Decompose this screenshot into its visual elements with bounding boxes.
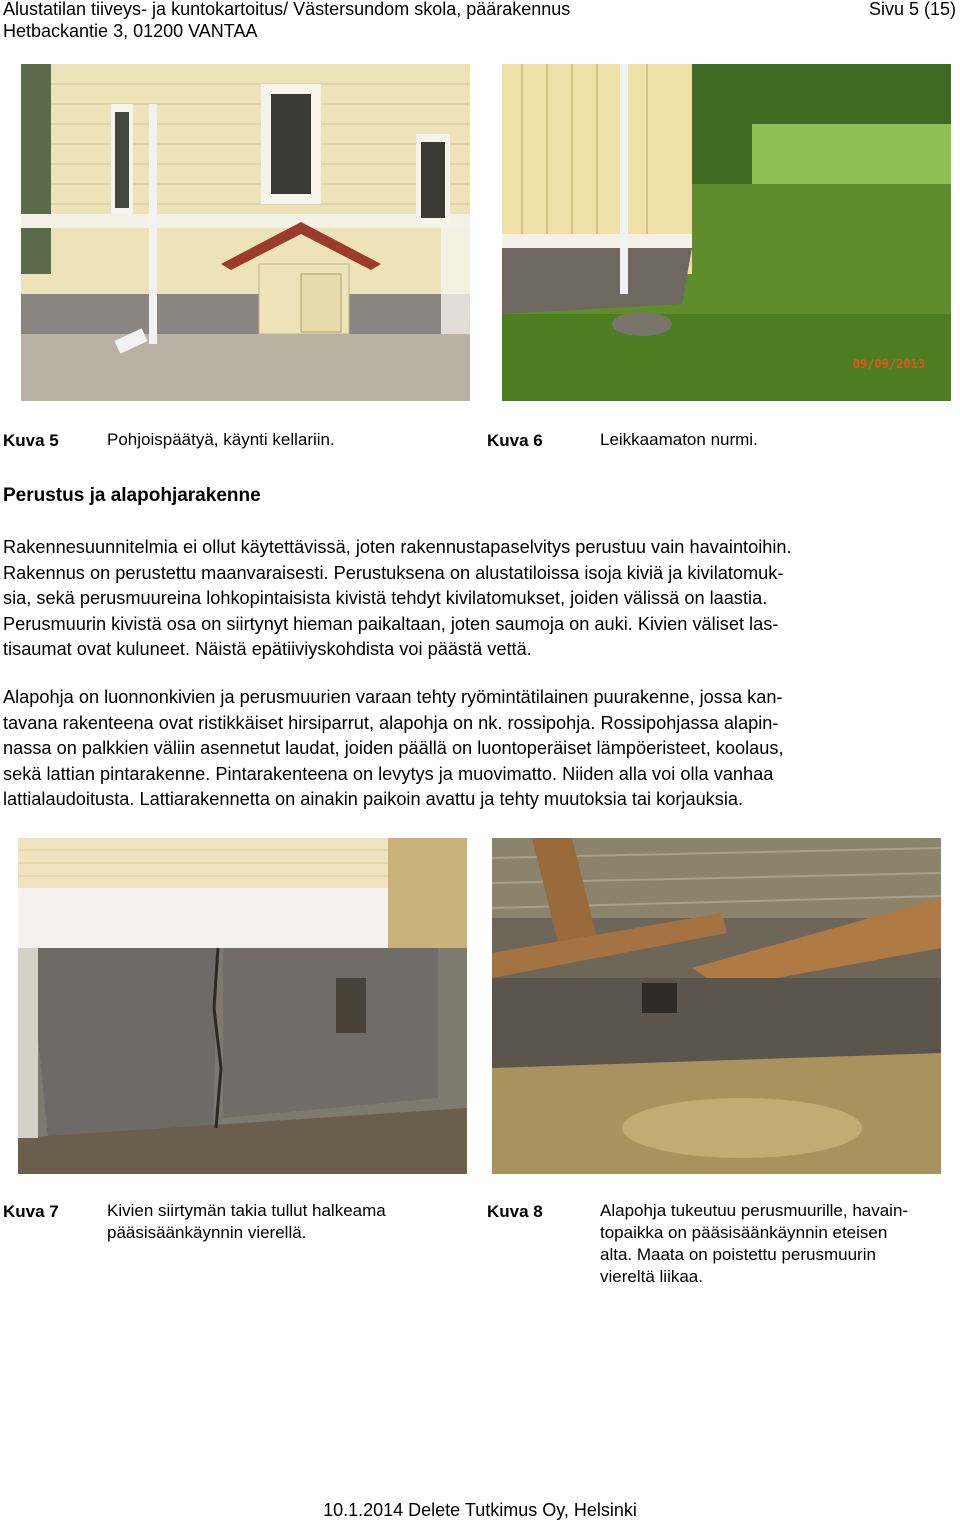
section-heading: Perustus ja alapohjarakenne [3,485,261,506]
caption-line: viereltä liikaa. [600,1267,703,1286]
paragraph-line: Alapohja on luonnonkivien ja perusmuurien varaan tehty ryömintätilainen puurakenne, jossa kan- [3,687,783,707]
photo-north-end-cellar [21,64,470,401]
paragraph-line: lattialaudoitusta. Lattiarakennetta on ainakin paikoin avattu ja tehty muutoksia tai korjauksia. [3,789,744,809]
paragraph-subfloor [3,685,784,813]
photo-foundation-crack [18,838,467,1174]
paragraph-foundation [3,535,792,663]
photo-crawl-space [492,838,941,1174]
paragraph-line: Rakennus on perustettu maanvaraisesti. Perustuksena on alustatiloissa isoja kiviä ja kivilatomuk- [3,562,784,583]
paragraph-line: Rakennesuunnitelmia ei ollut käytettävissä, joten rakennustapaselvitys perustuu vain havaintoihin. [3,537,792,557]
page-footer: 10.1.2014 Delete Tutkimus Oy, Helsinki [323,1500,637,1520]
document-title: Alustatilan tiiveys- ja kuntokartoitus/ Västersundom skola, päärakennus [3,0,571,19]
caption-line: Alapohja tukeutuu perusmuurille, havain- [600,1201,909,1220]
figure-8-label: Kuva 8 [487,1202,543,1221]
figure-6-label: Kuva 6 [487,431,543,450]
paragraph-line: tisaumat ovat kuluneet. Näistä epätiiviyskohdista voi päästä vettä. [3,639,532,659]
paragraph-line: tavana rakenteena ovat ristikkäiset hirsiparrut, alapohja on nk. rossipohja. Rossipohjassa alapin- [3,712,779,733]
figure-8-caption [600,1200,908,1288]
figure-7-label: Kuva 7 [3,1202,59,1221]
figure-5-label: Kuva 5 [3,431,59,450]
paragraph-line: Perusmuurin kivistä osa on siirtynyt hieman paikaltaan, joten saumoja on auki. Kivien väliset las- [3,613,779,634]
paragraph-line: sekä lattian pintarakenne. Pintarakenteena on levytys ja muovimatto. Niiden alla voi olla vanhaa [3,763,774,784]
caption-line: pääsisäänkäynnin vierellä. [107,1223,307,1242]
photo-date-stamp: 09/09/2013 [852,357,925,371]
document-address: Hetbackantie 3, 01200 VANTAA [3,21,258,41]
caption-line: topaikka on pääsisäänkäynnin eteisen [600,1223,888,1242]
paragraph-line: sia, sekä perusmuureina lohkopintaisista kivistä tehdyt kivilatomukset, joiden välissä on laastia. [3,588,768,608]
paragraph-line: nassa on palkkien väliin asennetut laudat, joiden päällä on luontoperäiset lämpöeristeet, koolaus, [3,738,784,758]
figure-6-caption: Leikkaamaton nurmi. [600,430,758,449]
caption-line: Kivien siirtymän takia tullut halkeama [107,1201,386,1220]
figure-5-caption: Pohjoispäätyä, käynti kellariin. [107,430,335,449]
caption-line: alta. Maata on poistettu perusmuurin [600,1245,876,1264]
figure-7-caption [107,1200,386,1244]
page-number: Sivu 5 (15) [868,0,956,19]
photo-unmowed-lawn [502,64,951,401]
